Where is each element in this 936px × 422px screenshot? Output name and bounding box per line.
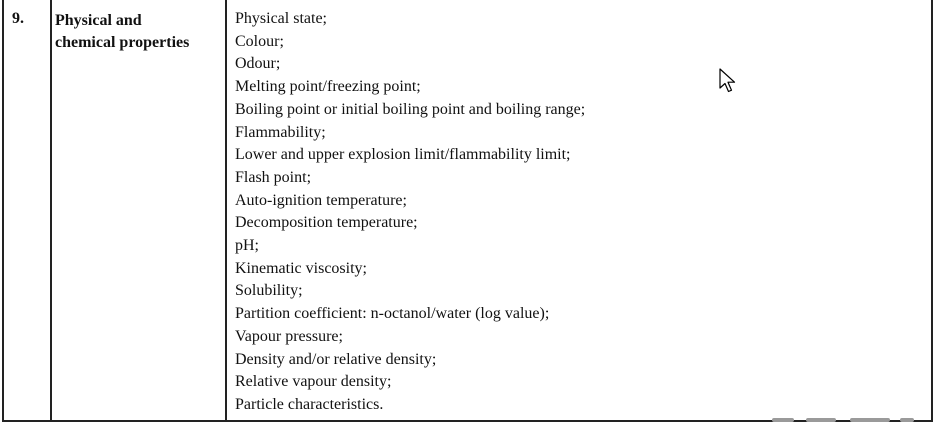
list-item: Vapour pressure; xyxy=(235,327,343,345)
list-item: Partition coefficient: n-octanol/water (log value); xyxy=(235,305,550,323)
list-item: Particle characteristics. xyxy=(235,395,384,413)
list-item: Lower and upper explosion limit/flammability limit; xyxy=(235,146,571,164)
list-item: Decomposition temperature; xyxy=(235,214,418,232)
table-row xyxy=(3,0,932,421)
property-list xyxy=(226,0,932,421)
arrow-cursor-icon xyxy=(719,68,737,94)
section-title-line-1: Physical and xyxy=(55,12,142,29)
section-title-line-2: chemical properties xyxy=(55,34,190,51)
list-item: pH; xyxy=(235,237,259,255)
properties-table xyxy=(2,0,933,422)
list-item: Physical state; xyxy=(235,10,327,27)
section-number: 9. xyxy=(3,0,51,421)
list-item: Density and/or relative density; xyxy=(235,350,437,368)
section-title xyxy=(51,0,226,421)
cropped-footer-text xyxy=(772,414,922,422)
list-item: Odour; xyxy=(235,55,281,73)
list-item: Melting point/freezing point; xyxy=(235,78,421,96)
list-item: Kinematic viscosity; xyxy=(235,259,367,277)
list-item: Colour; xyxy=(235,32,284,50)
list-item: Solubility; xyxy=(235,282,303,300)
list-item: Flammability; xyxy=(235,123,326,141)
list-item: Flash point; xyxy=(235,168,312,186)
list-item: Auto-ignition temperature; xyxy=(235,191,407,209)
list-item: Boiling point or initial boiling point and boiling range; xyxy=(235,100,586,118)
list-item: Relative vapour density; xyxy=(235,373,392,391)
